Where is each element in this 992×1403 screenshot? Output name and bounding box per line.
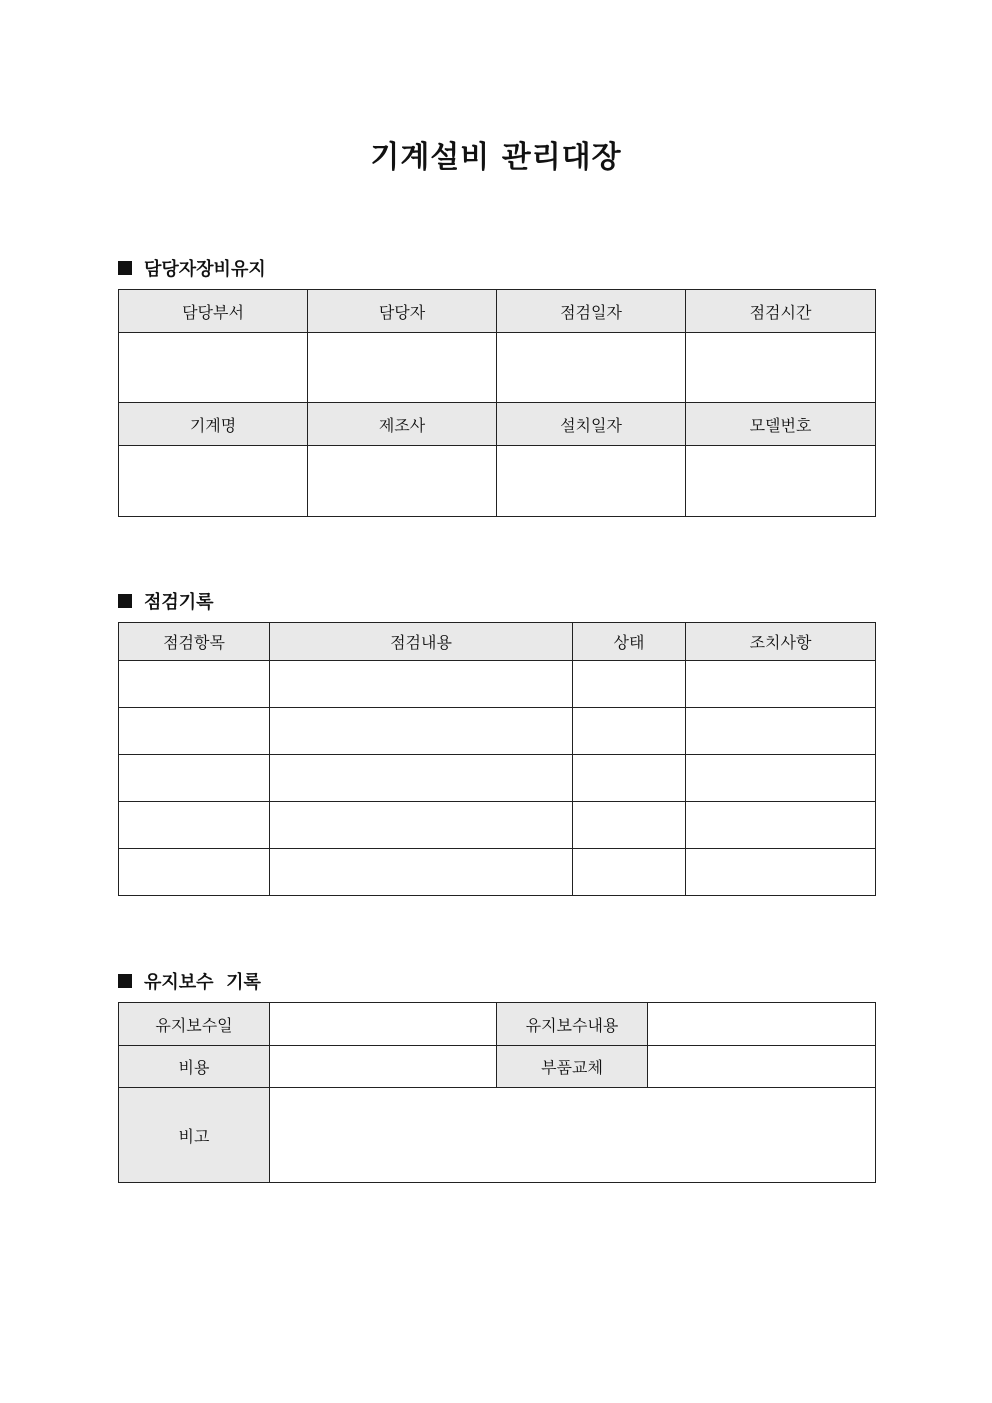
header-row (119, 623, 876, 661)
header-inspection-time: 점검시간 (686, 290, 876, 333)
label-parts-replacement: 부품교체 (497, 1046, 648, 1088)
inspection-item-cell[interactable] (119, 661, 270, 708)
maintenance-content-cell[interactable] (648, 1003, 876, 1046)
inspection-content-cell[interactable] (270, 708, 573, 755)
table-row (119, 708, 876, 755)
header-row (119, 290, 876, 333)
table-row (119, 802, 876, 849)
inspection-time-cell[interactable] (686, 333, 876, 403)
status-cell[interactable] (573, 708, 686, 755)
inspection-content-cell[interactable] (270, 661, 573, 708)
square-bullet-icon (118, 974, 132, 988)
header-action: 조치사항 (686, 623, 876, 661)
department-cell[interactable] (119, 333, 308, 403)
section-heading-inspection (118, 588, 214, 614)
header-inspection-date: 점검일자 (497, 290, 686, 333)
action-cell[interactable] (686, 755, 876, 802)
inspection-content-cell[interactable] (270, 802, 573, 849)
table-row (119, 1003, 876, 1046)
input-row (119, 446, 876, 517)
label-maintenance-content: 유지보수내용 (497, 1003, 648, 1046)
header-inspection-content: 점검내용 (270, 623, 573, 661)
equipment-info-table (118, 289, 876, 517)
table-row (119, 661, 876, 708)
header-manager: 담당자 (308, 290, 497, 333)
section-heading-text: 유지보수 기록 (144, 972, 261, 993)
table-row (119, 1088, 876, 1183)
status-cell[interactable] (573, 661, 686, 708)
table-row (119, 849, 876, 896)
inspection-content-cell[interactable] (270, 849, 573, 896)
notes-cell[interactable] (270, 1088, 876, 1183)
cost-cell[interactable] (270, 1046, 497, 1088)
header-department: 담당부서 (119, 290, 308, 333)
install-date-cell[interactable] (497, 446, 686, 517)
maintenance-date-cell[interactable] (270, 1003, 497, 1046)
manager-cell[interactable] (308, 333, 497, 403)
header-install-date: 설치일자 (497, 403, 686, 446)
input-row (119, 333, 876, 403)
action-cell[interactable] (686, 849, 876, 896)
section-heading-text: 담당자장비유지 (144, 259, 266, 280)
maintenance-record-table (118, 1002, 876, 1183)
header-model-number: 모델번호 (686, 403, 876, 446)
label-maintenance-date: 유지보수일 (119, 1003, 270, 1046)
label-notes: 비고 (119, 1088, 270, 1183)
action-cell[interactable] (686, 708, 876, 755)
action-cell[interactable] (686, 661, 876, 708)
table-row (119, 1046, 876, 1088)
square-bullet-icon (118, 594, 132, 608)
section-heading-text: 점검기록 (144, 592, 214, 613)
table-row (119, 755, 876, 802)
inspection-record-table (118, 622, 876, 896)
parts-replacement-cell[interactable] (648, 1046, 876, 1088)
inspection-item-cell[interactable] (119, 849, 270, 896)
inspection-date-cell[interactable] (497, 333, 686, 403)
action-cell[interactable] (686, 802, 876, 849)
square-bullet-icon (118, 261, 132, 275)
inspection-item-cell[interactable] (119, 755, 270, 802)
machine-name-cell[interactable] (119, 446, 308, 517)
header-row (119, 403, 876, 446)
manufacturer-cell[interactable] (308, 446, 497, 517)
status-cell[interactable] (573, 802, 686, 849)
header-manufacturer: 제조사 (308, 403, 497, 446)
section-heading-maintenance (118, 968, 261, 994)
header-inspection-item: 점검항목 (119, 623, 270, 661)
status-cell[interactable] (573, 849, 686, 896)
inspection-item-cell[interactable] (119, 708, 270, 755)
inspection-item-cell[interactable] (119, 802, 270, 849)
header-machine-name: 기계명 (119, 403, 308, 446)
section-heading-equipment (118, 255, 266, 281)
document-title: 기계설비 관리대장 (370, 140, 622, 175)
header-status: 상태 (573, 623, 686, 661)
label-cost: 비용 (119, 1046, 270, 1088)
model-number-cell[interactable] (686, 446, 876, 517)
status-cell[interactable] (573, 755, 686, 802)
inspection-content-cell[interactable] (270, 755, 573, 802)
